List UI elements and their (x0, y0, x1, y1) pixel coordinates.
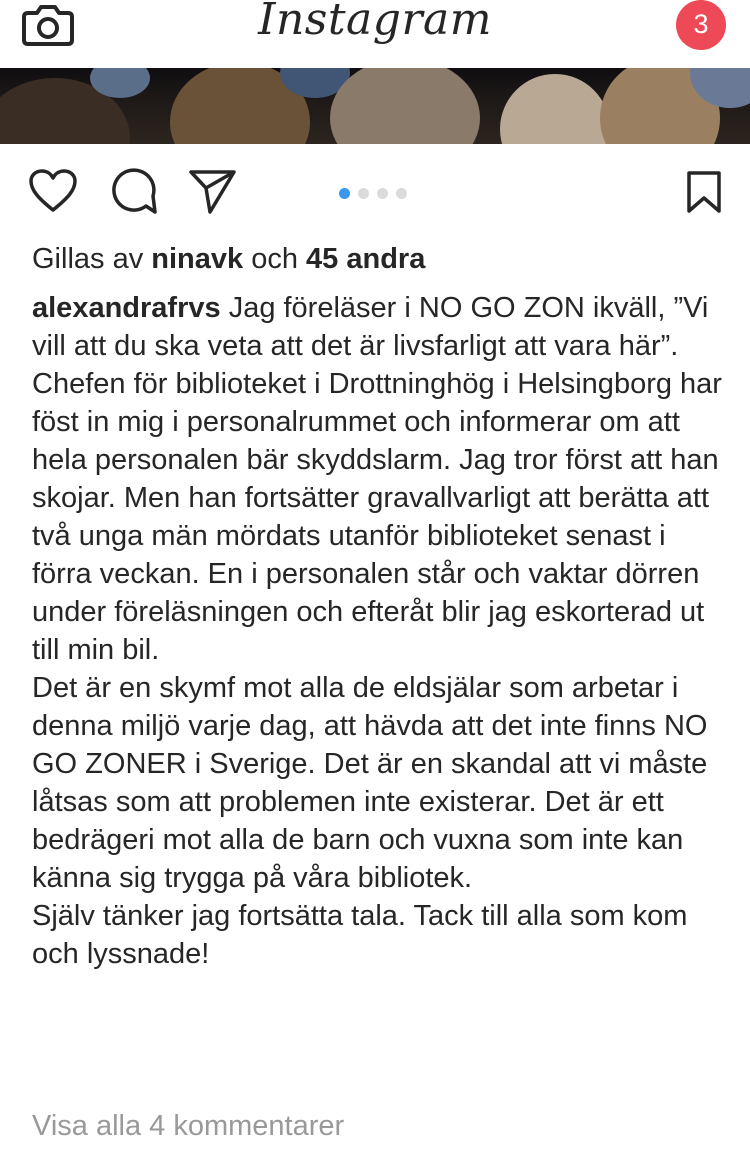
likes-conjunction: och (251, 243, 298, 275)
share-icon[interactable] (188, 168, 238, 221)
likes-prefix: Gillas av (32, 243, 144, 275)
carousel-dot (358, 188, 369, 199)
caption-text-3: Själv tänker jag fortsätta tala. Tack till alla som kom och lyssnade! (32, 900, 688, 970)
caption-paragraph (32, 289, 722, 669)
heart-icon[interactable] (28, 168, 78, 219)
carousel-dot-active (339, 188, 350, 199)
post-image[interactable] (0, 68, 750, 144)
likes-others[interactable]: 45 andra (306, 243, 426, 275)
top-bar (0, 0, 750, 68)
instagram-logo: Instagram (258, 0, 492, 45)
likes-line (32, 240, 425, 278)
carousel-dot (377, 188, 388, 199)
carousel-dot (396, 188, 407, 199)
liker-username[interactable]: ninavk (151, 243, 244, 275)
bookmark-icon[interactable] (686, 170, 722, 219)
caption-username[interactable]: alexandrafrvs (32, 292, 221, 324)
post-caption (32, 289, 722, 973)
comment-icon[interactable] (108, 168, 158, 221)
caption-text-2: Det är en skymf mot alla de eldsjälar som arbetar i denna miljö varje dag, att hävda att det inte finns NO GO ZONER i Sverige. Det är en skandal att vi måste låtsas som att problemen inte existerar. Det är ett bedrägeri mot alla de barn och vuxna som inte kan känna sig trygga på våra bibliotek. (32, 672, 708, 894)
view-comments-link[interactable]: Visa alla 4 kommentarer (32, 1110, 345, 1142)
carousel-indicator (339, 186, 415, 198)
notification-badge[interactable]: 3 (676, 0, 726, 50)
caption-text-1: Jag föreläser i NO GO ZON ikväll, ”Vi vill att du ska veta att det är livsfarligt att vara här”. Chefen för biblioteket i Drottninghög i Helsingborg har föst in mig i personalrummet och informerar om att hela personalen bär skyddslarm. Jag tror först att han skojar. Men han fortsätter gravallvarligt att berätta att två unga män mördats utanför biblioteket senast i förra veckan. En i personalen står och vaktar dörren under föreläsningen och efteråt blir jag eskorterad ut till min bil. (32, 292, 722, 666)
